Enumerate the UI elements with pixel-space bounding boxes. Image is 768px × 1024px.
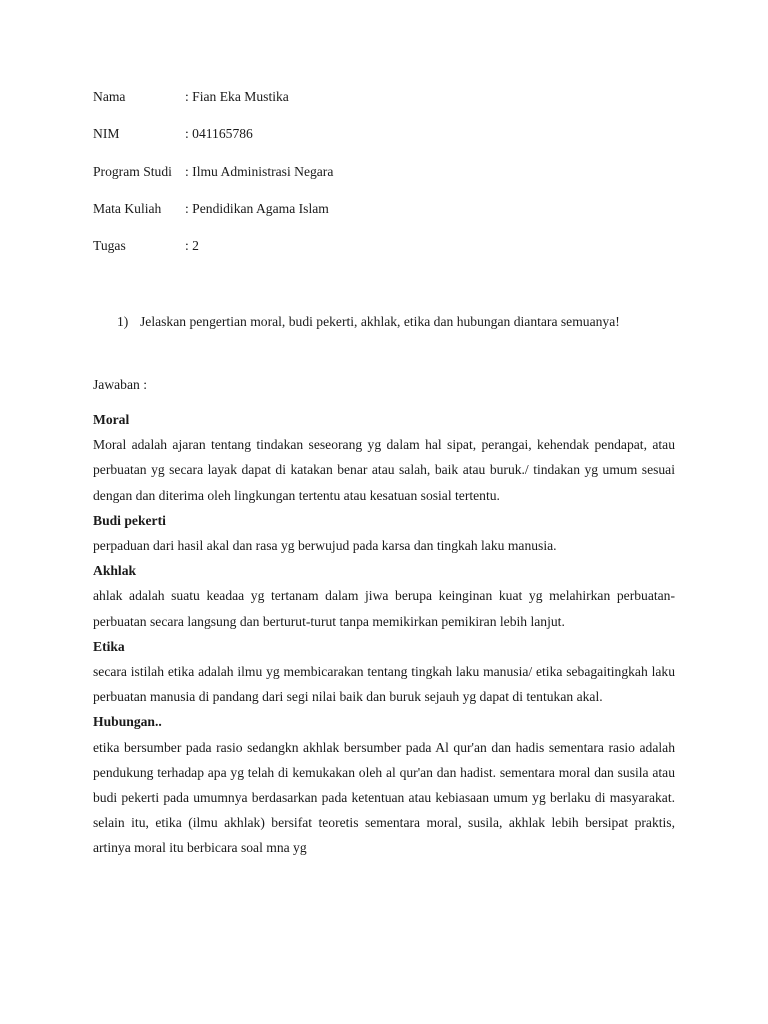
- info-label: Nama: [93, 89, 126, 104]
- info-label: Mata Kuliah: [93, 200, 162, 216]
- info-value: : Pendidikan Agama Islam: [185, 200, 329, 216]
- info-value: : 041165786: [185, 126, 253, 142]
- info-value: : Fian Eka Mustika: [185, 89, 289, 104]
- info-row-program-studi: [93, 162, 333, 199]
- question-number: 1): [117, 314, 129, 329]
- info-row-mata-kuliah: [93, 199, 333, 236]
- section-body-moral: Moral adalah ajaran tentang tindakan seseorang yg dalam hal sipat, perangai, kehendak pendapat, atau perbuatan yg secara layak dapat di katakan benar atau salah, baik atau buruk./ tindakan yg umum sesuai dengan dan diterima oleh lingkungan tertentu atau kesatuan sosial tertentu.: [93, 437, 675, 503]
- section-heading-budi-pekerti: Budi pekerti: [93, 512, 166, 528]
- section-heading-hubungan: Hubungan..: [93, 714, 162, 730]
- section-heading-etika: Etika: [93, 638, 125, 654]
- section-body-budi-pekerti: perpaduan dari hasil akal dan rasa yg berwujud pada karsa dan tingkah laku manusia.: [93, 538, 557, 554]
- section-body-etika: secara istilah etika adalah ilmu yg membicarakan tentang tingkah laku manusia/ etika sebagaitingkah laku perbuatan manusia di pandang dari segi nilai baik dan buruk sejauh yg dapat di tentukan akal.: [93, 664, 675, 705]
- section-body-hubungan: etika bersumber pada rasio sedangkn akhlak bersumber pada Al qur'an dan hadis sementara rasio adalah pendukung terhadap apa yg telah di kemukakan oleh al qur'an dan hadist. sementara moral dan susila atau budi pekerti pada umumnya berdasarkan pada ketentuan atau kebiasaan umum yg berlaku di masyarakat. selain itu, etika (ilmu akhlak) bersifat teoretis sementara moral, susila, akhlak lebih bersipat praktis, artinya moral itu berbicara soal mna yg: [93, 739, 675, 856]
- info-value: : 2: [185, 238, 199, 254]
- question-text: Jelaskan pengertian moral, budi pekerti, akhlak, etika dan hubungan diantara semuanya!: [140, 314, 620, 329]
- answer-content: [93, 407, 675, 861]
- info-label: Program Studi: [93, 163, 172, 179]
- section-heading-moral: Moral: [93, 412, 130, 427]
- student-info: [93, 87, 333, 273]
- question: [117, 309, 675, 335]
- answer-label: Jawaban :: [93, 377, 147, 392]
- section-heading-akhlak: Akhlak: [93, 563, 137, 579]
- info-label: Tugas: [93, 238, 126, 254]
- info-row-tugas: [93, 236, 333, 273]
- info-row-nama: [93, 87, 333, 124]
- info-row-nim: [93, 124, 333, 161]
- section-body-akhlak: ahlak adalah suatu keadaa yg tertanam dalam jiwa berupa keinginan kuat yg melahirkan perbuatan-perbuatan secara langsung dan berturut-turut tanpa memikirkan pemikiran lebih lanjut.: [93, 588, 675, 629]
- info-label: NIM: [93, 126, 120, 142]
- info-value: : Ilmu Administrasi Negara: [185, 163, 334, 179]
